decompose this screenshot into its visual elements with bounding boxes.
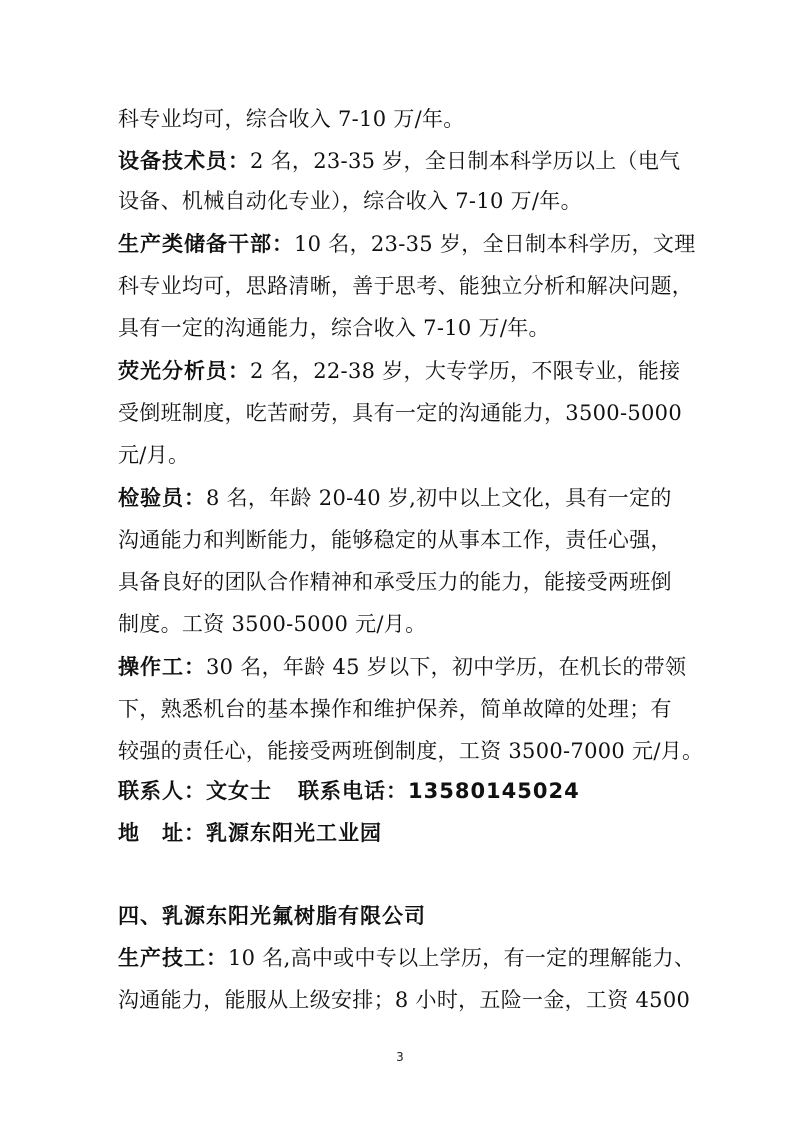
page-number: 3 <box>396 1050 404 1064</box>
address-label: 地 址： <box>118 821 206 845</box>
fluorescence-paragraph: 荧光分析员：2 名，22-38 岁，大专学历，不限专业，能接 <box>118 359 681 383</box>
contact-person-value: 文女士 <box>206 779 272 803</box>
text-line: 元/月。 <box>118 443 190 467</box>
production-reserve-label: 生产类储备干部： <box>118 232 294 256</box>
text-line: 科专业均可，思路清晰，善于思考、能独立分析和解决问题， <box>118 274 694 298</box>
text-line: 沟通能力，能服从上级安排；8 小时，五险一金，工资 4500 <box>118 988 691 1012</box>
operator-paragraph: 操作工：30 名，年龄 45 岁以下，初中学历，在机长的带领 <box>118 655 687 679</box>
contact-phone-value: 13580145024 <box>408 779 580 803</box>
production-tech-paragraph: 生产技工：10 名,高中或中专以上学历，有一定的理解能力、 <box>118 946 696 970</box>
text-line: 受倒班制度，吃苦耐劳，具有一定的沟通能力，3500-5000 <box>118 401 682 425</box>
equipment-tech-label: 设备技术员： <box>118 149 250 173</box>
text-line: 制度。工资 3500-5000 元/月。 <box>118 612 427 636</box>
text-line: 设备、机械自动化专业），综合收入 7-10 万/年。 <box>118 189 582 213</box>
section-heading: 四、乳源东阳光氟树脂有限公司 <box>118 904 426 928</box>
operator-label: 操作工： <box>118 655 206 679</box>
text-line: 下，熟悉机台的基本操作和维护保养，简单故障的处理；有 <box>118 697 672 721</box>
address-value: 乳源东阳光工业园 <box>206 821 382 845</box>
address-line <box>118 818 382 848</box>
text-line: 科专业均可，综合收入 7-10 万/年。 <box>118 107 465 131</box>
text-line: 具有一定的沟通能力，综合收入 7-10 万/年。 <box>118 316 550 340</box>
text-line: 沟通能力和判断能力，能够稳定的从事本工作，责任心强， <box>118 528 672 552</box>
text-line: 具备良好的团队合作精神和承受压力的能力，能接受两班倒 <box>118 570 672 594</box>
production-reserve-paragraph: 生产类储备干部：10 名，23-35 岁，全日制本科学历，文理 <box>118 232 696 256</box>
production-tech-label: 生产技工： <box>118 946 228 970</box>
equipment-tech-paragraph: 设备技术员：2 名，23-35 岁，全日制本科学历以上（电气 <box>118 149 681 173</box>
contact-phone-label: 联系电话： <box>298 779 408 803</box>
inspector-paragraph: 检验员：8 名，年龄 20-40 岁,初中以上文化，具有一定的 <box>118 486 672 510</box>
inspector-label: 检验员： <box>118 486 206 510</box>
text-line: 较强的责任心，能接受两班倒制度，工资 3500-7000 元/月。 <box>118 739 704 763</box>
fluorescence-label: 荧光分析员： <box>118 359 250 383</box>
contact-line <box>118 776 580 806</box>
contact-person-label: 联系人： <box>118 779 206 803</box>
